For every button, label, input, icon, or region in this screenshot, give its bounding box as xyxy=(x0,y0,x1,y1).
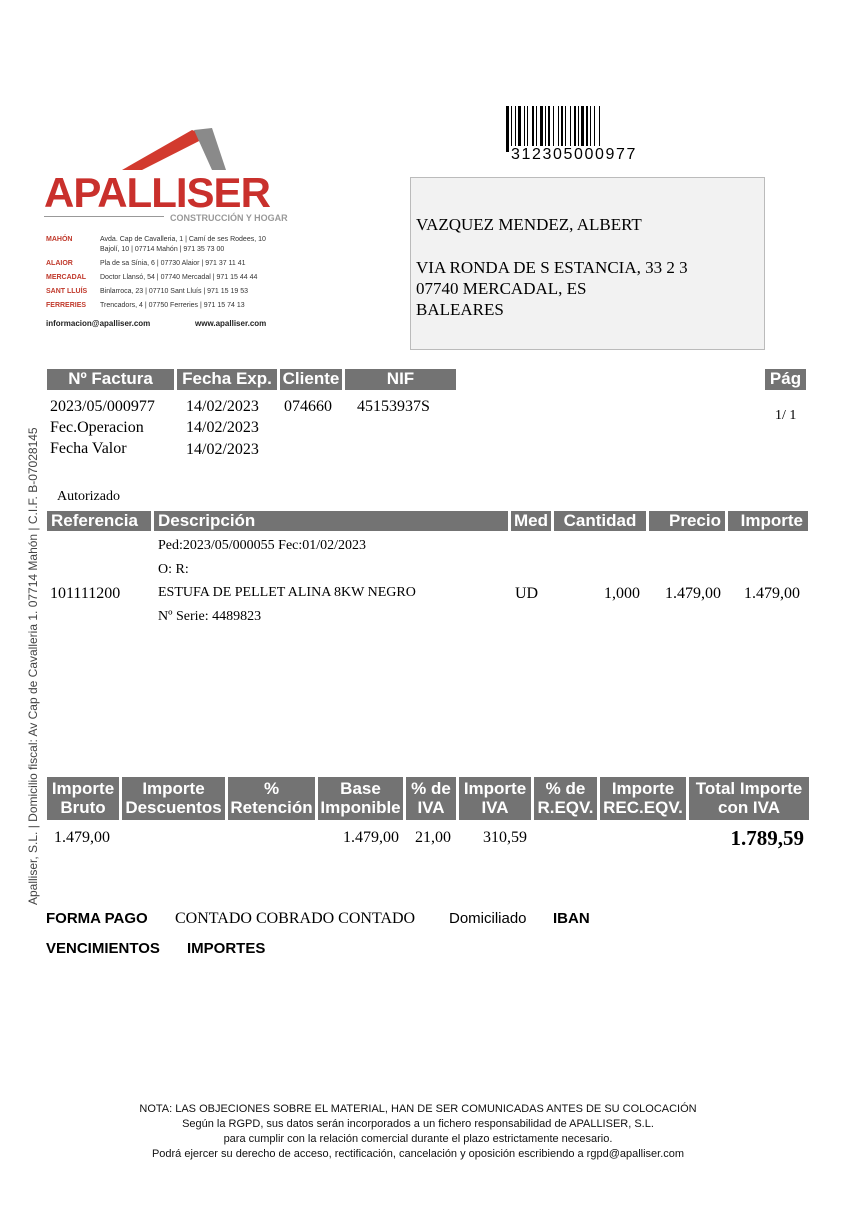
vencimientos-label: VENCIMIENTOS xyxy=(46,940,160,957)
office-row: SANT LLUÍS Binlarroca, 23 | 07710 Sant Lluís | 971 15 19 53 xyxy=(46,288,249,295)
total-con-iva: 1.789,59 xyxy=(730,826,804,850)
fiscal-side-text: Apalliser, S.L. | Domicilio fiscal: Av Cap de Cavalleria 1. 07714 Mahón | C.I.F. B-07028145 xyxy=(26,427,40,905)
forma-pago-value: CONTADO COBRADO CONTADO xyxy=(175,910,416,927)
brand-name: APALLISER xyxy=(44,169,270,216)
iban-label: IBAN xyxy=(553,910,590,927)
col-cantidad: Cantidad xyxy=(554,511,646,531)
pedido-line: Ped:2023/05/000055 Fec:01/02/2023 xyxy=(158,538,367,553)
fec-operacion: 14/02/2023 xyxy=(186,419,259,436)
autorizado-label: Autorizado xyxy=(57,489,120,504)
client-nif: 45153937S xyxy=(357,398,430,415)
page-number: 1/ 1 xyxy=(775,408,797,423)
totals-col-iva-imp: Importe IVA xyxy=(459,777,531,820)
brand-underline xyxy=(44,216,164,217)
col-referencia: Referencia xyxy=(47,511,151,531)
barcode-bar xyxy=(506,106,509,152)
totals-col-reqv-pct: % de R.EQV. xyxy=(534,777,597,820)
office-row: MAHÓN Avda. Cap de Cavalleria, 1 | Camí de ses Rodees, 10 xyxy=(46,236,266,243)
office-row: FERRERIES Trencadors, 4 | 07750 Ferreries | 971 15 74 13 xyxy=(46,302,245,309)
importes-label: IMPORTES xyxy=(187,940,266,957)
col-med: Med xyxy=(511,511,551,531)
header-pag: Pág xyxy=(765,369,806,390)
customer-street: VIA RONDA DE S ESTANCIA, 33 2 3 xyxy=(416,258,688,277)
office-row: MERCADAL Doctor Llansó, 54 | 07740 Mercadal | 971 15 44 44 xyxy=(46,274,258,281)
client-number: 074660 xyxy=(284,398,332,415)
line-serie: Nº Serie: 4489823 xyxy=(158,609,262,624)
header-cliente: Cliente xyxy=(280,369,342,390)
invoice-number: 2023/05/000977 xyxy=(50,398,155,415)
fec-operacion-label: Fec.Operacion xyxy=(50,419,144,436)
line-med: UD xyxy=(515,585,539,602)
header-fecha: Fecha Exp. xyxy=(177,369,277,390)
office-row: Bajolí, 10 | 07714 Mahón | 971 35 73 00 xyxy=(100,246,225,253)
header-nif: NIF xyxy=(345,369,456,390)
domiciliado-label: Domiciliado xyxy=(449,910,527,927)
line-descripcion: ESTUFA DE PELLET ALINA 8KW NEGRO xyxy=(158,585,416,600)
total-bruto: 1.479,00 xyxy=(54,829,110,846)
company-website[interactable]: www.apalliser.com xyxy=(195,319,267,328)
office-row: ALAIOR Pla de sa Sínia, 6 | 07730 Alaior | 971 37 11 41 xyxy=(46,260,246,267)
line-cantidad: 1,000 xyxy=(604,585,640,602)
col-descripcion: Descripción xyxy=(154,511,508,531)
footer-line: Según la RGPD, sus datos serán incorporados a un fichero responsabilidad de APALLISER, S.L. xyxy=(182,1118,654,1130)
totals-col-iva-pct: % de IVA xyxy=(406,777,456,820)
fecha-valor-label: Fecha Valor xyxy=(50,440,127,457)
or-line: O: R: xyxy=(158,562,189,577)
company-logo xyxy=(44,122,304,222)
totals-col-bruto: Importe Bruto xyxy=(47,777,119,820)
invoice-date: 14/02/2023 xyxy=(186,398,259,415)
total-iva-imp: 310,59 xyxy=(483,829,527,846)
footer-note xyxy=(0,1102,836,1162)
footer-line: Podrá ejercer su derecho de acceso, rectificación, cancelación y oposición escribiendo a rgpd@apalliser.com xyxy=(151,1148,685,1160)
header-numero: Nº Factura xyxy=(47,369,174,390)
customer-address-box xyxy=(410,177,765,350)
total-base: 1.479,00 xyxy=(343,829,399,846)
line-referencia: 101111200 xyxy=(50,585,121,602)
line-importe: 1.479,00 xyxy=(744,585,800,602)
company-email[interactable]: informacion@apalliser.com xyxy=(46,319,151,328)
customer-region: BALEARES xyxy=(416,300,504,319)
barcode-number: 312305000977 xyxy=(511,146,637,163)
customer-city: 07740 MERCADAL, ES xyxy=(416,279,587,298)
footer-line: para cumplir con la relación comercial durante el plazo estrictamente necesario. xyxy=(223,1133,613,1145)
col-importe: Importe xyxy=(728,511,808,531)
col-precio: Precio xyxy=(649,511,725,531)
totals-col-reqv-imp: Importe REC.EQV. xyxy=(600,777,686,820)
barcode xyxy=(506,106,666,166)
totals-col-base: Base Imponible xyxy=(318,777,403,820)
brand-tagline: CONSTRUCCIÓN Y HOGAR xyxy=(170,213,288,223)
totals-col-retencion: % Retención xyxy=(228,777,315,820)
customer-name: VAZQUEZ MENDEZ, ALBERT xyxy=(416,215,642,234)
line-precio: 1.479,00 xyxy=(665,585,721,602)
totals-col-descuentos: Importe Descuentos xyxy=(122,777,225,820)
fecha-valor: 14/02/2023 xyxy=(186,441,259,458)
footer-line: NOTA: LAS OBJECIONES SOBRE EL MATERIAL, HAN DE SER COMUNICADAS ANTES DE SU COLOCACIÓN xyxy=(139,1103,697,1115)
totals-col-total: Total Importe con IVA xyxy=(689,777,809,820)
forma-pago-label: FORMA PAGO xyxy=(46,910,148,927)
total-iva-pct: 21,00 xyxy=(415,829,451,846)
